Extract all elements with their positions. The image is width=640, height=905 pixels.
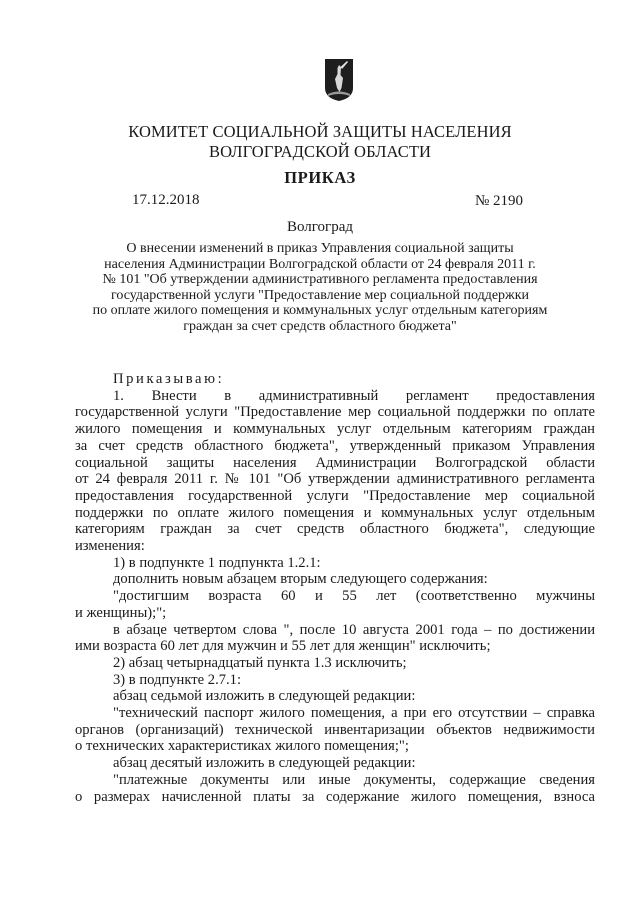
body-line: 1) в подпункте 1 подпункта 1.2.1: <box>113 554 321 571</box>
body-line: "технический паспорт жилого помещения, а при его отсутствии – справка <box>113 705 595 722</box>
subject-line: по оплате жилого помещения и коммунальных услуг отдельным категориям <box>92 303 548 318</box>
body-line: 3) в подпункте 2.7.1: <box>113 671 242 688</box>
subject-line: О внесении изменений в приказ Управления социальной защиты <box>126 241 514 256</box>
body-line: изменения: <box>75 538 145 555</box>
body-line: государственной услуги "Предоставление мер социальной поддержки по оплате <box>75 404 595 421</box>
body-line: абзац десятый изложить в следующей редакции: <box>113 755 416 772</box>
body-line: от 24 февраля 2011 г. № 101 "Об утверждении административного регламента <box>75 471 595 488</box>
subject-line: граждан за счет средств областного бюджета" <box>183 318 457 334</box>
body-line: абзац седьмой изложить в следующей редакции: <box>113 688 416 705</box>
document-date: 17.12.2018 <box>132 192 200 208</box>
body-line: категориям граждан за счет средств областного бюджета", следующие <box>75 521 595 538</box>
document-number: № 2190 <box>475 193 524 209</box>
body-line: о размерах начисленной платы за содержание жилого помещения, взноса <box>75 788 595 805</box>
body-line: 2) абзац четырнадцатый пункта 1.3 исключить; <box>113 654 407 671</box>
body-line: и женщины);"; <box>75 604 167 621</box>
body-line: ими возраста 60 лет для мужчин и 55 лет для женщин" исключить; <box>75 638 491 655</box>
body-line: "платежные документы или иные документы, содержащие сведения <box>113 771 595 788</box>
document-body <box>75 371 595 805</box>
document-type-title: ПРИКАЗ <box>284 168 356 187</box>
subject-line: государственной услуги "Предоставление мер социальной поддержки <box>110 287 530 303</box>
body-line: органов (организаций) технической инвентаризации объектов недвижимости <box>75 721 595 738</box>
body-line: "достигшим возраста 60 и 55 лет (соответственно мужчины <box>113 588 595 605</box>
body-line: поддержки по оплате жилого помещения и коммунальных услуг отдельным <box>75 504 595 521</box>
document-subject <box>84 241 556 334</box>
organization-name-line1: КОМИТЕТ СОЦИАЛЬНОЙ ЗАЩИТЫ НАСЕЛЕНИЯ <box>128 122 512 141</box>
subject-line: № 101 "Об утверждении административного регламента предоставления <box>102 272 538 287</box>
organization-name-line2: ВОЛГОГРАДСКОЙ ОБЛАСТИ <box>208 142 432 161</box>
body-line: жилого помещения и коммунальных услуг отдельным категориям граждан <box>75 421 595 438</box>
volgograd-emblem-icon <box>324 58 354 102</box>
body-line: предоставления государственной услуги "Предоставление мер социальной <box>75 487 595 504</box>
body-line: за счет средств областного бюджета", утвержденный приказом Управления <box>75 437 595 454</box>
order-word: Приказываю: <box>113 371 225 387</box>
body-line: социальной защиты населения Администрации Волгоградской области <box>75 454 595 471</box>
body-line: дополнить новым абзацем вторым следующего содержания: <box>113 571 488 588</box>
document-city: Волгоград <box>286 219 353 235</box>
body-line: о технических характеристиках жилого помещения;"; <box>75 738 409 755</box>
body-line: в абзаце четвертом слова ", после 10 августа 2001 года – по достижении <box>113 621 595 638</box>
body-line: 1. Внести в административный регламент предоставления <box>113 387 595 404</box>
subject-line: населения Администрации Волгоградской области от 24 февраля 2011 г. <box>104 256 536 272</box>
